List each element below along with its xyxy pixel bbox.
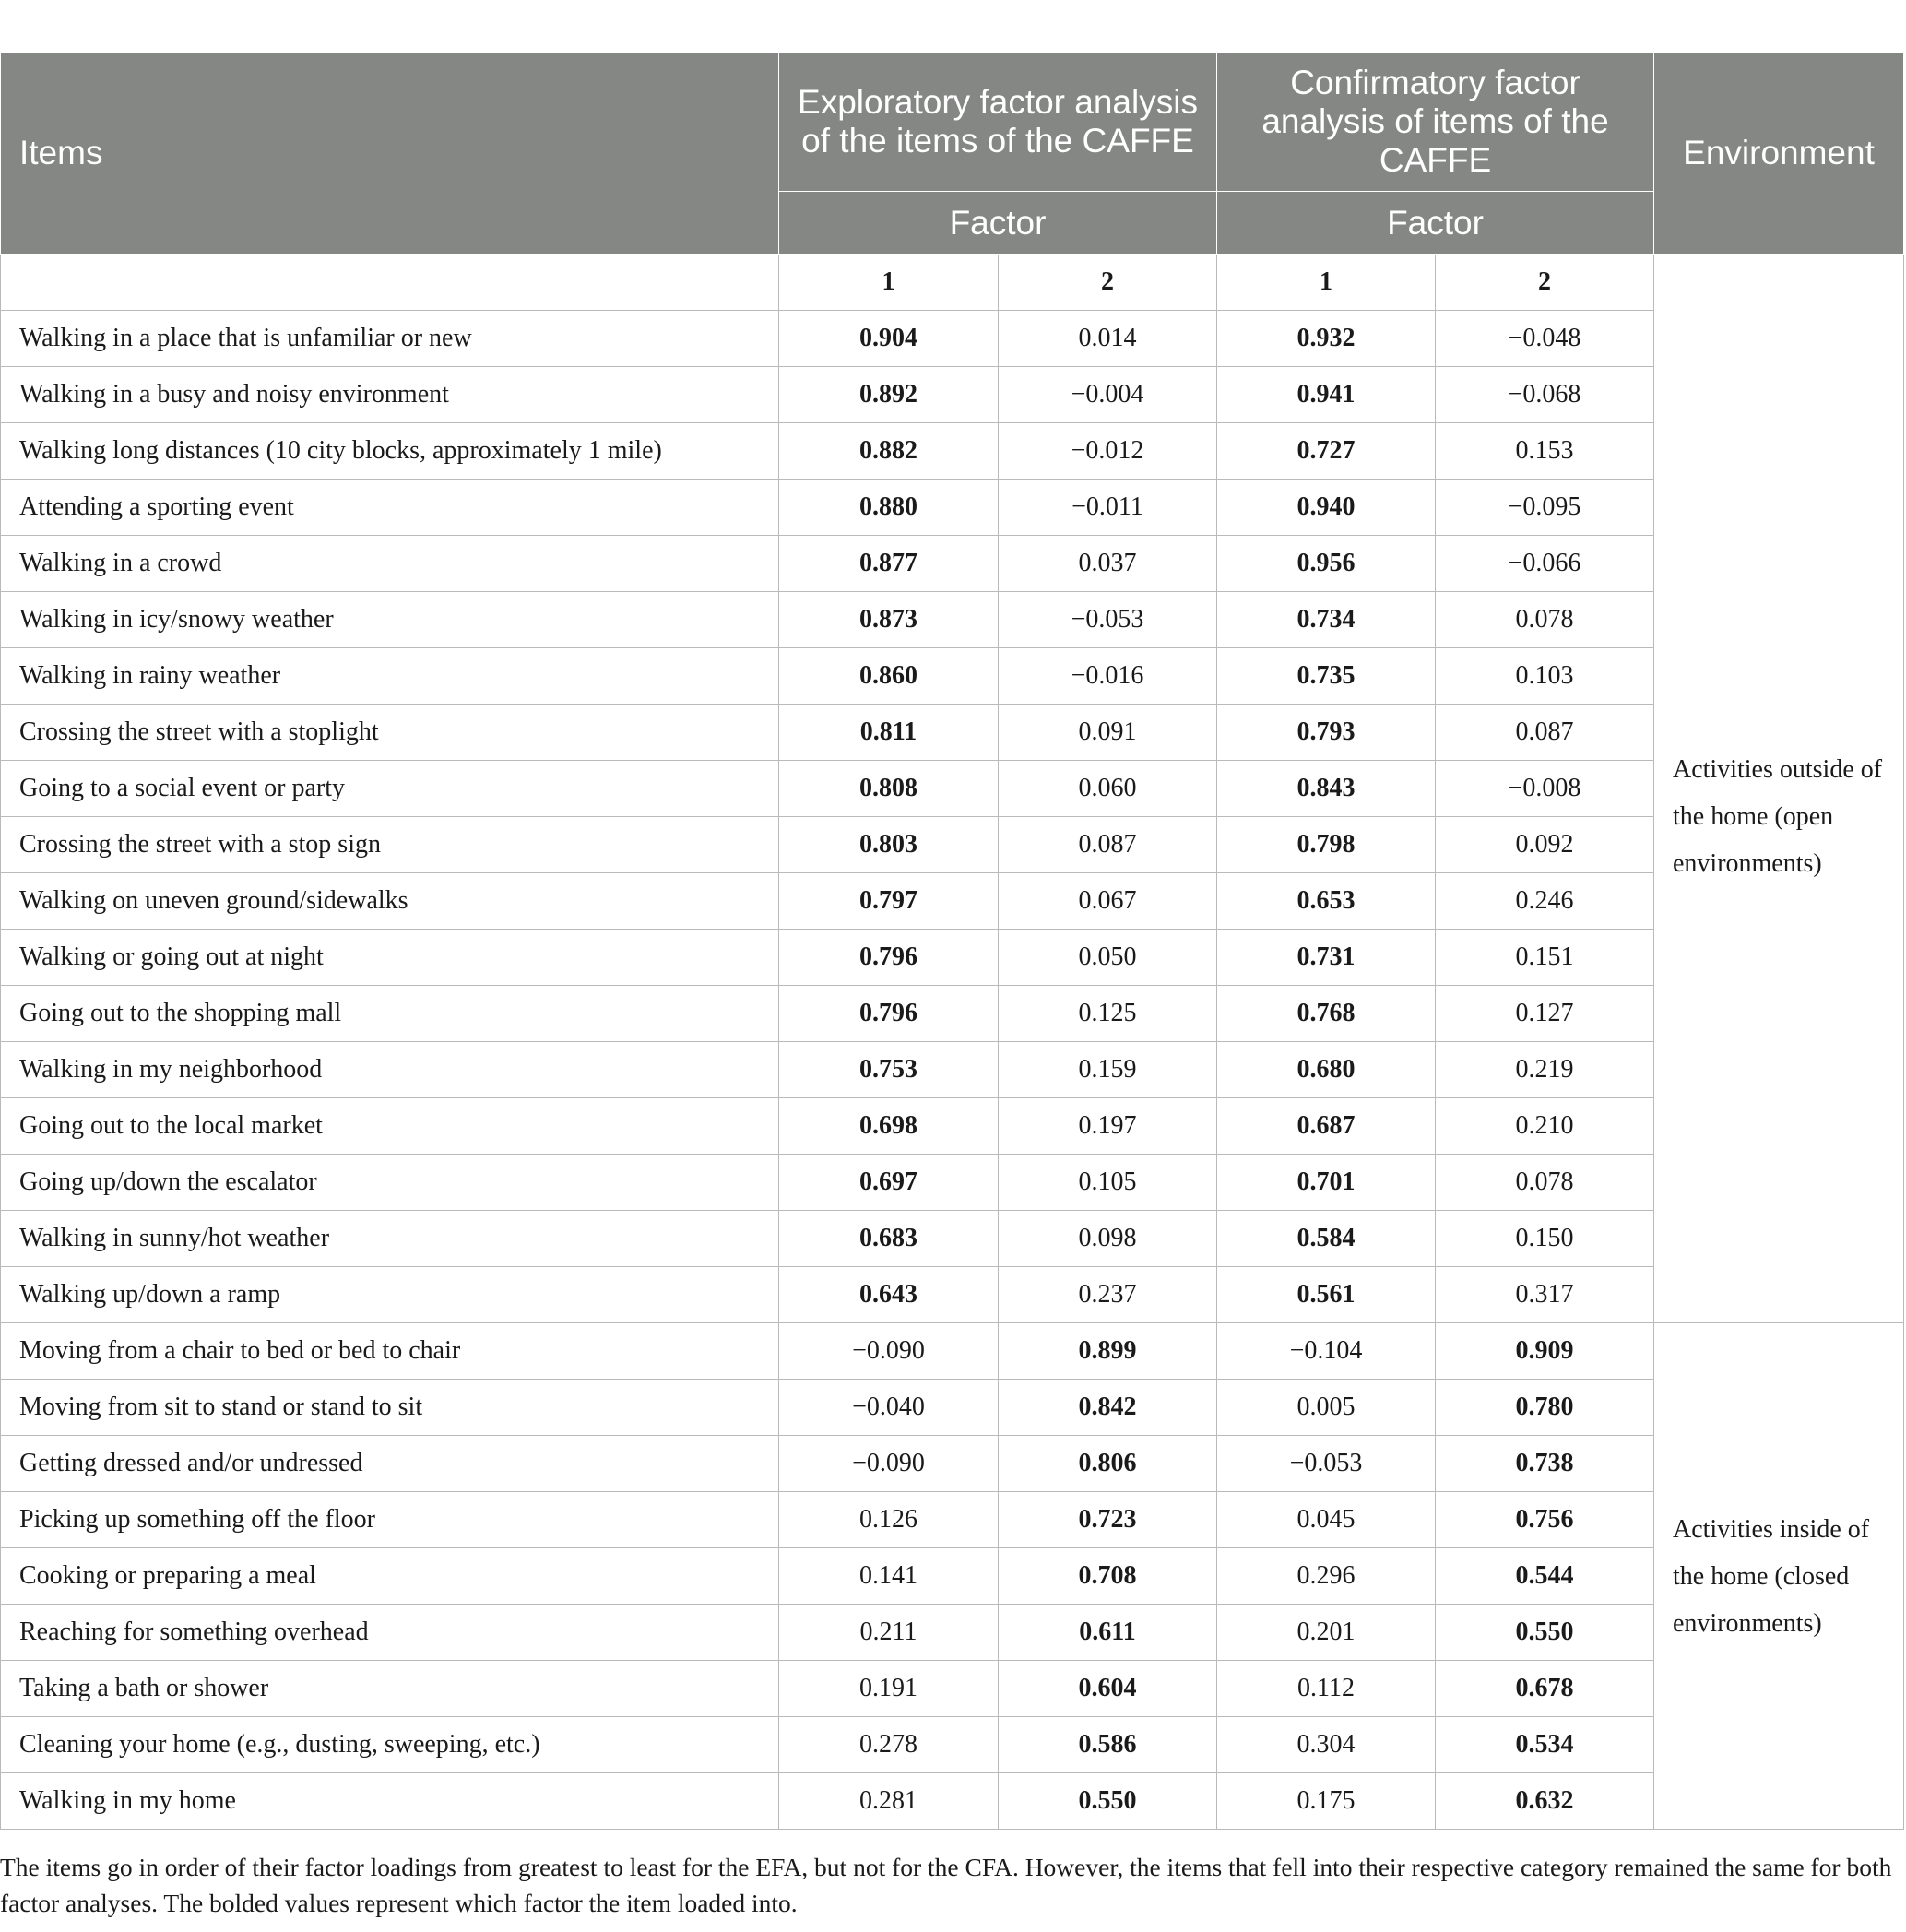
table-row — [1, 873, 1904, 930]
factor-number-row — [1, 255, 1904, 311]
table-row — [1, 536, 1904, 592]
efa-factor-1-value: 0.278 — [779, 1717, 999, 1773]
efa-factor-1-label: 1 — [779, 255, 999, 311]
cfa-column-header: Confirmatory factor analysis of items of the CAFFE — [1217, 53, 1654, 192]
efa-factor-1-value: 0.860 — [779, 648, 999, 705]
table-container — [0, 52, 1903, 1830]
efa-factor-2-value: −0.053 — [999, 592, 1217, 648]
item-label: Going out to the shopping mall — [1, 986, 779, 1042]
cfa-factor-1-value: 0.731 — [1217, 930, 1436, 986]
efa-factor-2-value: 0.125 — [999, 986, 1217, 1042]
factor-loadings-table — [0, 52, 1904, 1830]
cfa-factor-2-value: 0.632 — [1436, 1773, 1654, 1830]
item-label: Going to a social event or party — [1, 761, 779, 817]
table-row — [1, 367, 1904, 423]
cfa-factor-2-value: 0.087 — [1436, 705, 1654, 761]
efa-factor-2-value: −0.012 — [999, 423, 1217, 480]
table-row — [1, 1042, 1904, 1098]
efa-factor-2-value: −0.011 — [999, 480, 1217, 536]
items-column-header: Items — [1, 53, 779, 255]
cfa-factor-2-value: −0.066 — [1436, 536, 1654, 592]
table-row — [1, 1661, 1904, 1717]
cfa-factor-1-value: 0.304 — [1217, 1717, 1436, 1773]
item-label: Moving from a chair to bed or bed to chair — [1, 1323, 779, 1380]
cfa-factor-1-value: −0.053 — [1217, 1436, 1436, 1492]
item-label: Cleaning your home (e.g., dusting, sweeping, etc.) — [1, 1717, 779, 1773]
table-row — [1, 1773, 1904, 1830]
item-label: Walking in sunny/hot weather — [1, 1211, 779, 1267]
efa-factor-1-value: 0.880 — [779, 480, 999, 536]
efa-factor-2-value: 0.050 — [999, 930, 1217, 986]
efa-factor-2-value: 0.159 — [999, 1042, 1217, 1098]
cfa-factor-header: Factor — [1217, 192, 1654, 255]
efa-factor-2-value: 0.237 — [999, 1267, 1217, 1323]
table-row — [1, 1605, 1904, 1661]
table-row — [1, 930, 1904, 986]
cfa-factor-1-value: 0.584 — [1217, 1211, 1436, 1267]
item-label: Moving from sit to stand or stand to sit — [1, 1380, 779, 1436]
table-row — [1, 1436, 1904, 1492]
cfa-factor-1-value: 0.798 — [1217, 817, 1436, 873]
cfa-factor-2-value: 0.909 — [1436, 1323, 1654, 1380]
efa-factor-1-value: 0.753 — [779, 1042, 999, 1098]
item-label: Walking in icy/snowy weather — [1, 592, 779, 648]
efa-factor-1-value: 0.873 — [779, 592, 999, 648]
item-label: Reaching for something overhead — [1, 1605, 779, 1661]
cfa-factor-2-value: 0.678 — [1436, 1661, 1654, 1717]
cfa-factor-1-value: 0.045 — [1217, 1492, 1436, 1548]
table-row — [1, 480, 1904, 536]
cfa-factor-2-value: 0.544 — [1436, 1548, 1654, 1605]
item-label: Crossing the street with a stoplight — [1, 705, 779, 761]
efa-factor-1-value: 0.904 — [779, 311, 999, 367]
efa-factor-1-value: −0.090 — [779, 1436, 999, 1492]
efa-factor-2-value: 0.098 — [999, 1211, 1217, 1267]
table-row — [1, 817, 1904, 873]
efa-factor-2-value: 0.842 — [999, 1380, 1217, 1436]
item-label: Taking a bath or shower — [1, 1661, 779, 1717]
efa-factor-1-value: 0.643 — [779, 1267, 999, 1323]
efa-factor-2-value: 0.014 — [999, 311, 1217, 367]
item-label: Cooking or preparing a meal — [1, 1548, 779, 1605]
cfa-factor-1-value: 0.175 — [1217, 1773, 1436, 1830]
efa-factor-1-value: 0.141 — [779, 1548, 999, 1605]
cfa-factor-1-value: 0.735 — [1217, 648, 1436, 705]
efa-factor-1-value: 0.126 — [779, 1492, 999, 1548]
table-row — [1, 705, 1904, 761]
efa-factor-2-value: 0.550 — [999, 1773, 1217, 1830]
item-label: Walking in a place that is unfamiliar or new — [1, 311, 779, 367]
table-row — [1, 1717, 1904, 1773]
cfa-factor-2-value: 0.738 — [1436, 1436, 1654, 1492]
cfa-factor-2-value: 0.151 — [1436, 930, 1654, 986]
cfa-factor-2-value: 0.127 — [1436, 986, 1654, 1042]
item-label: Attending a sporting event — [1, 480, 779, 536]
item-label: Walking in a busy and noisy environment — [1, 367, 779, 423]
efa-factor-header: Factor — [779, 192, 1217, 255]
cfa-factor-1-value: 0.653 — [1217, 873, 1436, 930]
table-row — [1, 1548, 1904, 1605]
table-row — [1, 1323, 1904, 1380]
table-row — [1, 1267, 1904, 1323]
cfa-factor-2-value: 0.103 — [1436, 648, 1654, 705]
efa-factor-1-value: 0.892 — [779, 367, 999, 423]
efa-factor-1-value: 0.697 — [779, 1155, 999, 1211]
cfa-factor-1-value: −0.104 — [1217, 1323, 1436, 1380]
efa-factor-1-value: 0.808 — [779, 761, 999, 817]
item-label: Walking in rainy weather — [1, 648, 779, 705]
cfa-factor-1-value: 0.005 — [1217, 1380, 1436, 1436]
environment-column-header: Environment — [1654, 53, 1904, 255]
efa-factor-1-value: 0.797 — [779, 873, 999, 930]
efa-factor-2-value: 0.091 — [999, 705, 1217, 761]
cfa-factor-2-value: 0.780 — [1436, 1380, 1654, 1436]
cfa-factor-1-value: 0.734 — [1217, 592, 1436, 648]
table-header — [1, 53, 1904, 255]
efa-factor-2-value: 0.708 — [999, 1548, 1217, 1605]
efa-factor-2-value: −0.016 — [999, 648, 1217, 705]
cfa-factor-2-value: 0.153 — [1436, 423, 1654, 480]
efa-factor-1-value: 0.796 — [779, 986, 999, 1042]
cfa-factor-1-value: 0.793 — [1217, 705, 1436, 761]
environment-label: Activities outside of the home (open environments) — [1654, 311, 1904, 1323]
item-label: Walking up/down a ramp — [1, 1267, 779, 1323]
efa-factor-1-value: 0.698 — [779, 1098, 999, 1155]
efa-factor-2-value: 0.586 — [999, 1717, 1217, 1773]
efa-factor-2-value: 0.899 — [999, 1323, 1217, 1380]
empty-cell — [1, 255, 779, 311]
efa-factor-1-value: 0.281 — [779, 1773, 999, 1830]
efa-column-header: Exploratory factor analysis of the items of the CAFFE — [779, 53, 1217, 192]
efa-factor-2-value: 0.067 — [999, 873, 1217, 930]
cfa-factor-2-value: 0.534 — [1436, 1717, 1654, 1773]
efa-factor-1-value: 0.796 — [779, 930, 999, 986]
item-label: Going up/down the escalator — [1, 1155, 779, 1211]
cfa-factor-2-value: 0.092 — [1436, 817, 1654, 873]
cfa-factor-1-label: 1 — [1217, 255, 1436, 311]
cfa-factor-1-value: 0.687 — [1217, 1098, 1436, 1155]
table-row — [1, 1380, 1904, 1436]
cfa-factor-2-value: 0.078 — [1436, 592, 1654, 648]
item-label: Walking or going out at night — [1, 930, 779, 986]
table-row — [1, 423, 1904, 480]
cfa-factor-1-value: 0.701 — [1217, 1155, 1436, 1211]
table-row — [1, 592, 1904, 648]
efa-factor-1-value: 0.211 — [779, 1605, 999, 1661]
efa-factor-2-label: 2 — [999, 255, 1217, 311]
efa-factor-2-value: 0.197 — [999, 1098, 1217, 1155]
cfa-factor-1-value: 0.843 — [1217, 761, 1436, 817]
table-row — [1, 648, 1904, 705]
item-label: Walking in a crowd — [1, 536, 779, 592]
efa-factor-1-value: −0.040 — [779, 1380, 999, 1436]
efa-factor-1-value: 0.877 — [779, 536, 999, 592]
cfa-factor-2-value: 0.317 — [1436, 1267, 1654, 1323]
table-row — [1, 1211, 1904, 1267]
cfa-factor-1-value: 0.680 — [1217, 1042, 1436, 1098]
item-label: Crossing the street with a stop sign — [1, 817, 779, 873]
table-footnote: The items go in order of their factor loadings from greatest to least for the EFA, but not for the CFA. However, the items that fell into their respective category remained the same for both factor analyses. The bolded values represent which factor the item loaded into. — [0, 1853, 1892, 1917]
item-label: Walking on uneven ground/sidewalks — [1, 873, 779, 930]
efa-factor-1-value: 0.803 — [779, 817, 999, 873]
cfa-factor-2-value: 0.210 — [1436, 1098, 1654, 1155]
table-body — [1, 255, 1904, 1830]
efa-factor-2-value: 0.604 — [999, 1661, 1217, 1717]
table-row — [1, 1155, 1904, 1211]
cfa-factor-1-value: 0.768 — [1217, 986, 1436, 1042]
cfa-factor-1-value: 0.940 — [1217, 480, 1436, 536]
efa-factor-2-value: 0.105 — [999, 1155, 1217, 1211]
efa-factor-2-value: 0.037 — [999, 536, 1217, 592]
cfa-factor-1-value: 0.201 — [1217, 1605, 1436, 1661]
cfa-factor-2-value: 0.246 — [1436, 873, 1654, 930]
cfa-factor-2-value: −0.008 — [1436, 761, 1654, 817]
efa-factor-1-value: 0.882 — [779, 423, 999, 480]
table-row — [1, 761, 1904, 817]
efa-factor-2-value: 0.087 — [999, 817, 1217, 873]
table-row — [1, 1492, 1904, 1548]
efa-factor-2-value: 0.060 — [999, 761, 1217, 817]
cfa-factor-2-value: 0.219 — [1436, 1042, 1654, 1098]
item-label: Walking in my home — [1, 1773, 779, 1830]
efa-factor-2-value: 0.806 — [999, 1436, 1217, 1492]
cfa-factor-1-value: 0.112 — [1217, 1661, 1436, 1717]
cfa-factor-2-value: −0.068 — [1436, 367, 1654, 423]
cfa-factor-2-value: 0.150 — [1436, 1211, 1654, 1267]
cfa-factor-2-value: 0.078 — [1436, 1155, 1654, 1211]
cfa-factor-2-label: 2 — [1436, 255, 1654, 311]
cfa-factor-1-value: 0.561 — [1217, 1267, 1436, 1323]
efa-factor-1-value: −0.090 — [779, 1323, 999, 1380]
efa-factor-1-value: 0.811 — [779, 705, 999, 761]
cfa-factor-1-value: 0.296 — [1217, 1548, 1436, 1605]
environment-spacer-cell — [1654, 255, 1904, 311]
cfa-factor-2-value: 0.756 — [1436, 1492, 1654, 1548]
table-row — [1, 311, 1904, 367]
cfa-factor-2-value: 0.550 — [1436, 1605, 1654, 1661]
cfa-factor-1-value: 0.941 — [1217, 367, 1436, 423]
item-label: Walking long distances (10 city blocks, approximately 1 mile) — [1, 423, 779, 480]
cfa-factor-1-value: 0.932 — [1217, 311, 1436, 367]
efa-factor-1-value: 0.191 — [779, 1661, 999, 1717]
efa-factor-2-value: 0.611 — [999, 1605, 1217, 1661]
cfa-factor-2-value: −0.095 — [1436, 480, 1654, 536]
efa-factor-2-value: −0.004 — [999, 367, 1217, 423]
table-row — [1, 986, 1904, 1042]
item-label: Getting dressed and/or undressed — [1, 1436, 779, 1492]
cfa-factor-2-value: −0.048 — [1436, 311, 1654, 367]
cfa-factor-1-value: 0.727 — [1217, 423, 1436, 480]
efa-factor-2-value: 0.723 — [999, 1492, 1217, 1548]
efa-factor-1-value: 0.683 — [779, 1211, 999, 1267]
cfa-factor-1-value: 0.956 — [1217, 536, 1436, 592]
item-label: Picking up something off the floor — [1, 1492, 779, 1548]
environment-label: Activities inside of the home (closed environments) — [1654, 1323, 1904, 1830]
table-row — [1, 1098, 1904, 1155]
item-label: Going out to the local market — [1, 1098, 779, 1155]
item-label: Walking in my neighborhood — [1, 1042, 779, 1098]
